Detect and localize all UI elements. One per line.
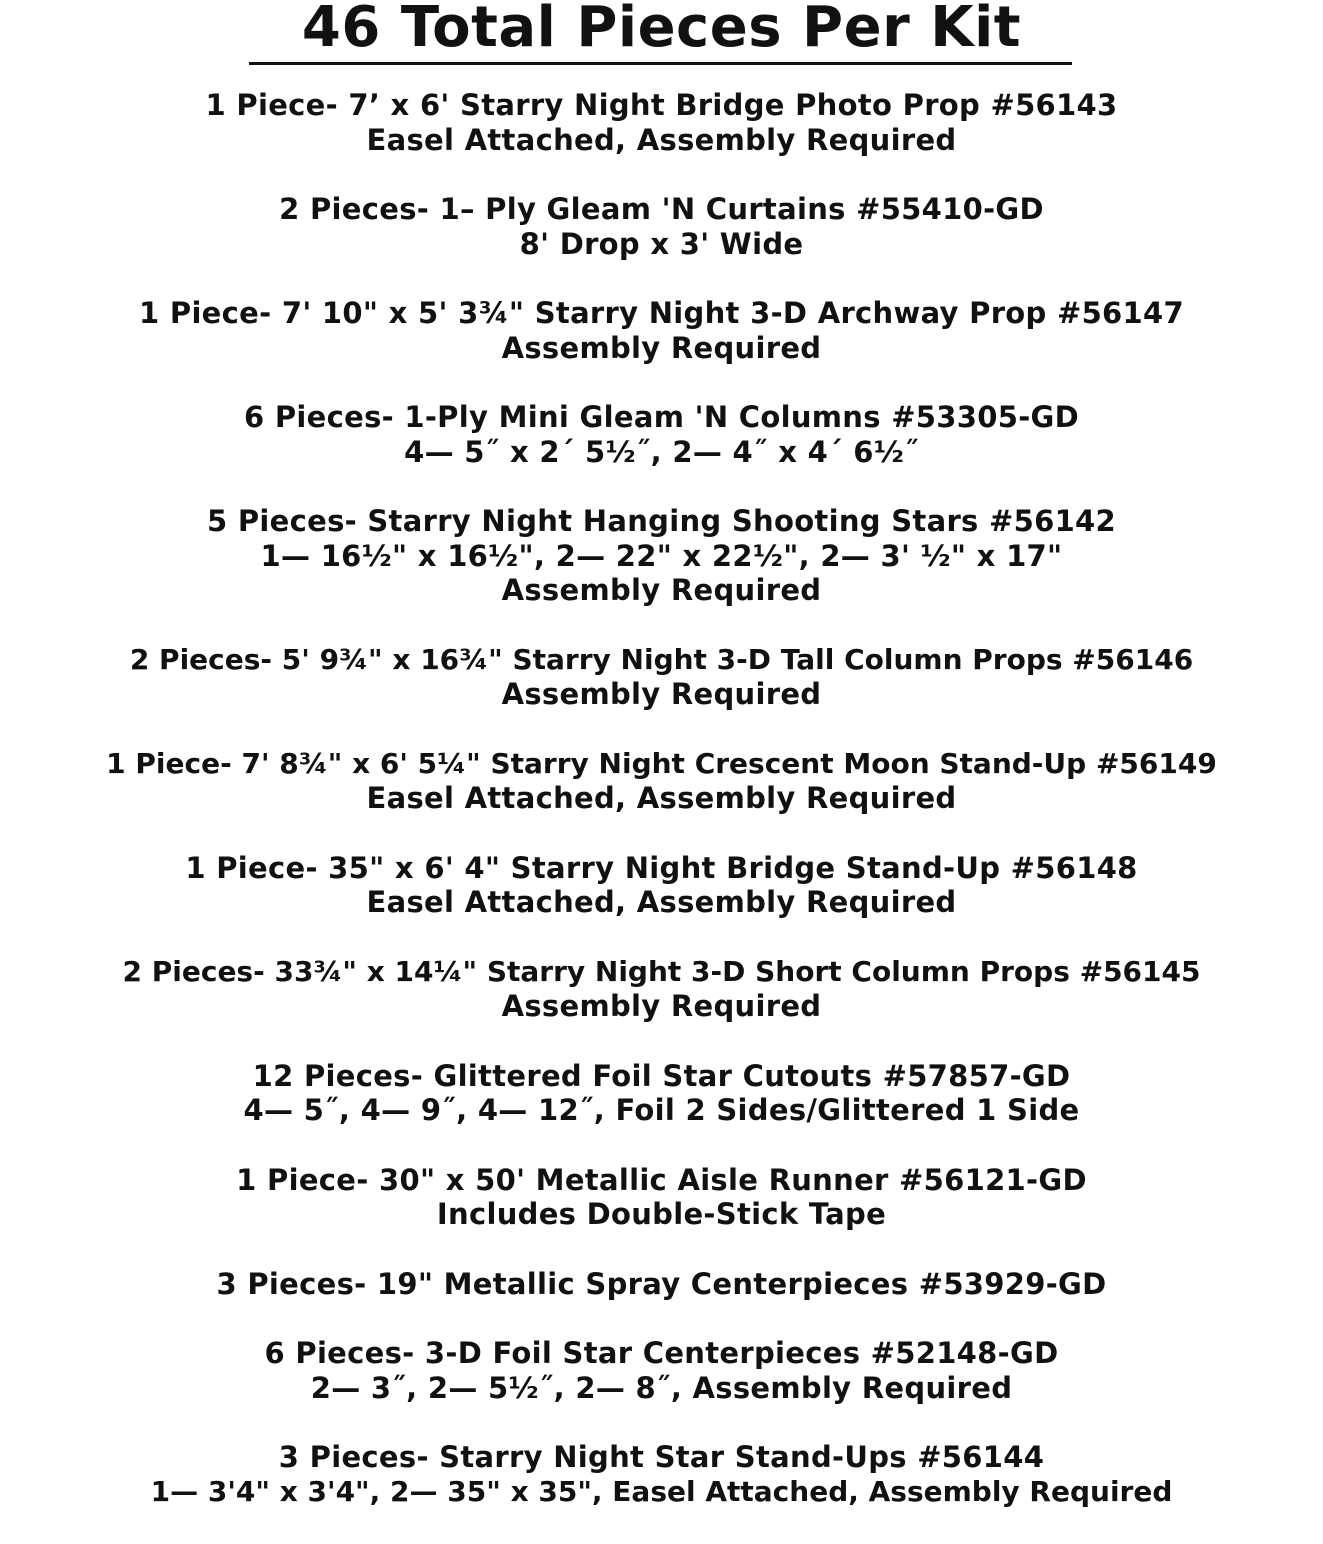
item-heading: 12 Pieces- Glittered Foil Star Cutouts #57857-GD <box>252 1058 1071 1093</box>
list-item <box>0 88 1323 157</box>
item-detail: 1— 16½" x 16½", 2— 22" x 22½", 2— 3' ½" x 17" <box>260 538 1063 573</box>
item-heading: 6 Pieces- 3-D Foil Star Centerpieces #52148-GD <box>264 1336 1059 1370</box>
item-detail: Assembly Required <box>501 677 822 711</box>
item-heading: 3 Pieces- Starry Night Star Stand-Ups #56144 <box>278 1440 1045 1474</box>
item-detail: Easel Attached, Assembly Required <box>366 885 957 919</box>
item-list <box>0 88 1323 1544</box>
list-item <box>0 400 1323 469</box>
list-item <box>0 643 1323 712</box>
list-item <box>0 747 1323 816</box>
item-detail: 1— 3'4" x 3'4", 2— 35" x 35", Easel Attached, Assembly Required <box>150 1474 1173 1508</box>
list-item <box>0 296 1323 365</box>
item-detail: Assembly Required <box>501 573 822 607</box>
list-item <box>0 1440 1323 1509</box>
item-heading: 2 Pieces- 33¾" x 14¼" Starry Night 3-D Short Column Props #56145 <box>122 954 1201 988</box>
item-heading: 3 Pieces- 19" Metallic Spray Centerpieces #53929-GD <box>216 1266 1107 1301</box>
item-heading: 5 Pieces- Starry Night Hanging Shooting Stars #56142 <box>206 504 1117 538</box>
item-detail: 4— 5˝, 4— 9˝, 4— 12˝, Foil 2 Sides/Glittered 1 Side <box>243 1093 1080 1127</box>
list-item <box>0 1336 1323 1405</box>
item-detail: Easel Attached, Assembly Required <box>366 781 957 815</box>
item-detail: 8' Drop x 3' Wide <box>519 226 804 261</box>
item-detail: 4— 5˝ x 2´ 5½˝, 2— 4˝ x 4´ 6½˝ <box>404 434 919 469</box>
item-heading: 2 Pieces- 1– Ply Gleam 'N Curtains #55410-GD <box>279 192 1044 226</box>
list-item <box>0 504 1323 608</box>
page-title: 46 Total Pieces Per Kit <box>301 0 1022 60</box>
list-item <box>0 1163 1323 1232</box>
item-heading: 1 Piece- 7’ x 6' Starry Night Bridge Photo Prop #56143 <box>205 88 1118 122</box>
item-detail: Includes Double-Stick Tape <box>436 1197 887 1231</box>
list-item <box>0 1267 1323 1302</box>
item-detail: 2— 3˝, 2— 5½˝, 2— 8˝, Assembly Required <box>310 1370 1013 1405</box>
list-item <box>0 1059 1323 1128</box>
item-heading: 1 Piece- 30" x 50' Metallic Aisle Runner #56121-GD <box>236 1162 1087 1197</box>
list-item <box>0 851 1323 920</box>
item-heading: 1 Piece- 7' 8¾" x 6' 5¼" Starry Night Crescent Moon Stand-Up #56149 <box>106 746 1217 780</box>
item-detail: Assembly Required <box>501 989 822 1023</box>
item-detail: Assembly Required <box>501 330 822 365</box>
item-heading: 6 Pieces- 1-Ply Mini Gleam 'N Columns #53305-GD <box>243 400 1080 434</box>
item-heading: 2 Pieces- 5' 9¾" x 16¾" Starry Night 3-D Tall Column Props #56146 <box>129 642 1194 676</box>
list-item <box>0 955 1323 1024</box>
item-heading: 1 Piece- 35" x 6' 4" Starry Night Bridge Stand-Up #56148 <box>185 850 1138 885</box>
title-underline <box>249 62 1072 65</box>
item-detail: Easel Attached, Assembly Required <box>366 122 957 157</box>
item-heading: 1 Piece- 7' 10" x 5' 3¾" Starry Night 3-D Archway Prop #56147 <box>139 296 1184 330</box>
list-item <box>0 192 1323 261</box>
